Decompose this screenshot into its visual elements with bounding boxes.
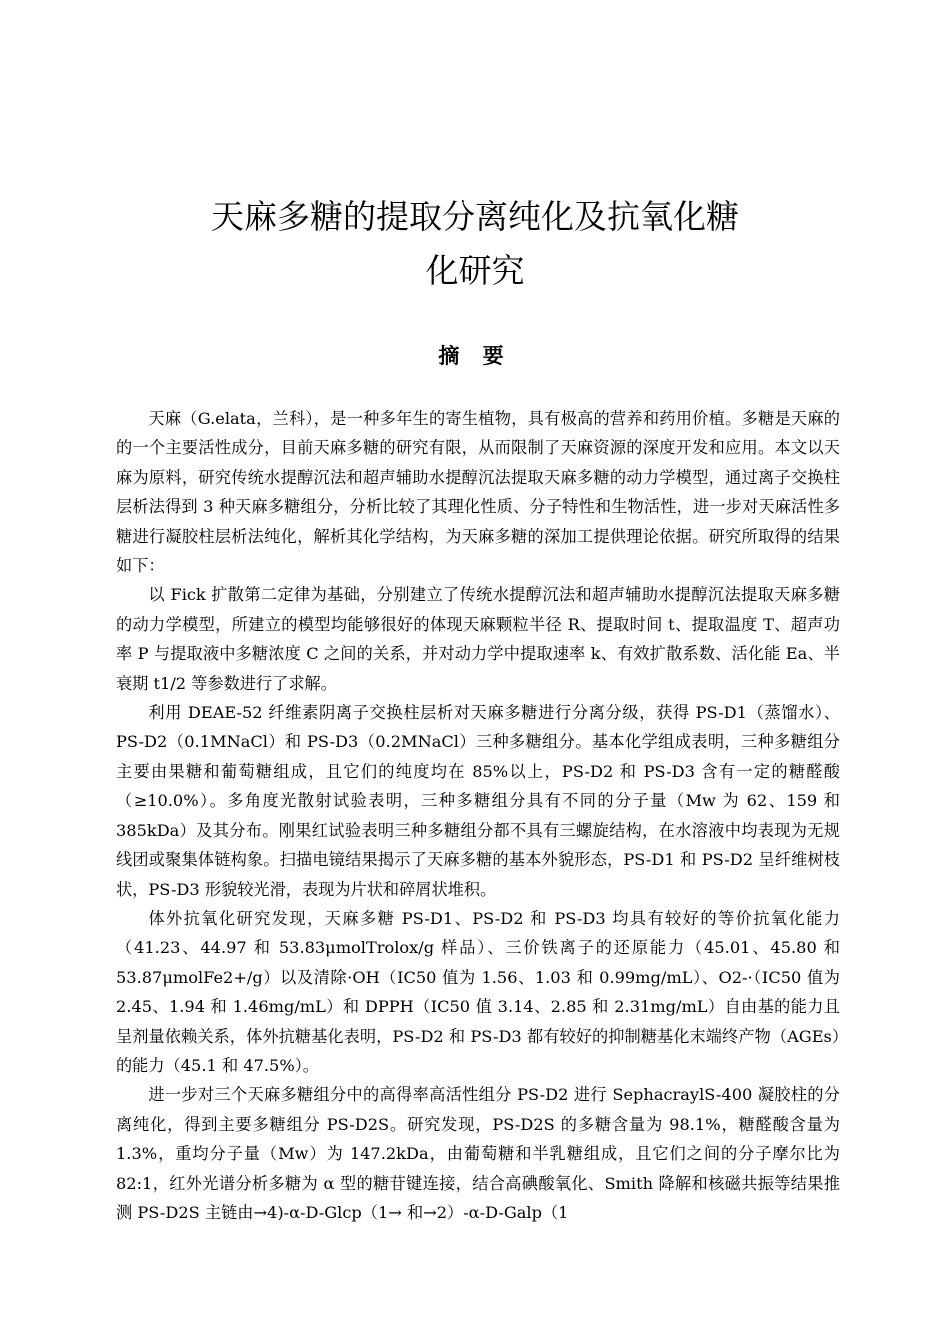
paper-title-line-2: 化研究 [425, 251, 525, 291]
abstract-paragraph-3: 利用 DEAE-52 纤维素阴离子交换柱层析对天麻多糖进行分离分级，获得 PS-D1（蒸馏水）、PS-D2（0.1MNaCl）和 PS-D3（0.2MNaCl）三种多糖组分。基本化学组成表明，三种多糖组分主要由果糖和葡萄糖组成，且它们的纯度均在 85%以上，PS-D2 和 PS-D3 含有一定的糖醛酸（≥10.0%）。多角度光散射试验表明，三种多糖组分具有不同的分子量（Mw 为 62、159 和 385kDa）及其分布。刚果红试验表明三种多糖组分都不具有三螺旋结构，在水溶液中均表现为无规线团或聚集体链构象。扫描电镜结果揭示了天麻多糖的基本外貌形态，PS-D1 和 PS-D2 呈纤维树枝状，PS-D3 形貌较光滑，表现为片状和碎屑状堆积。 [116, 703, 840, 899]
paper-title-line-1: 天麻多糖的提取分离纯化及抗氧化糖 [211, 197, 739, 237]
abstract-heading: 摘 要 [438, 344, 512, 368]
abstract-paragraph-4: 体外抗氧化研究发现，天麻多糖 PS-D1、PS-D2 和 PS-D3 均具有较好的等价抗氧化能力（41.23、44.97 和 53.83μmolTrolox/g 样品）、三价铁离子的还原能力（45.01、45.80 和 53.87μmolFe2+/g）以及清除·OH（IC50 值为 1.56、1.03 和 0.99mg/mL）、O2-·（IC50 值为 2.45、1.94 和 1.46mg/mL）和 DPPH（IC50 值 3.14、2.85 和 2.31mg/mL）自由基的能力且呈剂量依赖关系，体外抗糖基化表明，PS-D2 和 PS-D3 都有较好的抑制糖基化末端终产物（AGEs）的能力（45.1 和 47.5%）。 [116, 908, 840, 1075]
abstract-paragraph-1: 天麻（G.elata，兰科），是一种多年生的寄生植物，具有极高的营养和药用价植。多糖是天麻的的一个主要活性成分，目前天麻多糖的研究有限，从而限制了天麻资源的深度开发和应用。本文以天麻为原料，研究传统水提醇沉法和超声辅助水提醇沉法提取天麻多糖的动力学模型，通过离子交换柱层析法得到 3 种天麻多糖组分，分析比较了其理化性质、分子特性和生物活性，进一步对天麻活性多糖进行凝胶柱层析法纯化，解析其化学结构，为天麻多糖的深加工提供理论依据。研究所取得的结果如下： [116, 409, 840, 576]
abstract-paragraph-5: 进一步对三个天麻多糖组分中的高得率高活性组分 PS-D2 进行 SephacraylS-400 凝胶柱的分离纯化，得到主要多糖组分 PS-D2S。研究发现，PS-D2S 的多糖含量为 98.1%，糖醛酸含量为 1.3%，重均分子量（Mw）为 147.2kDa，由葡萄糖和半乳糖组成，且它们之间的分子摩尔比为 82:1，红外光谱分析多糖为 α 型的糖苷键连接，结合高碘酸氧化、Smith 降解和核磁共振等结果推测 PS-D2S 主链由→4)-α-D-Glcp（1→ 和→2）-α-D-Galp（1 [116, 1085, 840, 1222]
abstract-paragraph-2: 以 Fick 扩散第二定律为基础，分别建立了传统水提醇沉法和超声辅助水提醇沉法提取天麻多糖的动力学模型，所建立的模型均能够很好的体现天麻颗粒半径 R、提取时间 t、提取温度 T、超声功率 P 与提取液中多糖浓度 C 之间的关系，并对动力学中提取速率 k、有效扩散系数、活化能 Ea、半衰期 t1/2 等参数进行了求解。 [116, 585, 840, 693]
paper-title [120, 190, 830, 298]
abstract-body [116, 404, 840, 1227]
